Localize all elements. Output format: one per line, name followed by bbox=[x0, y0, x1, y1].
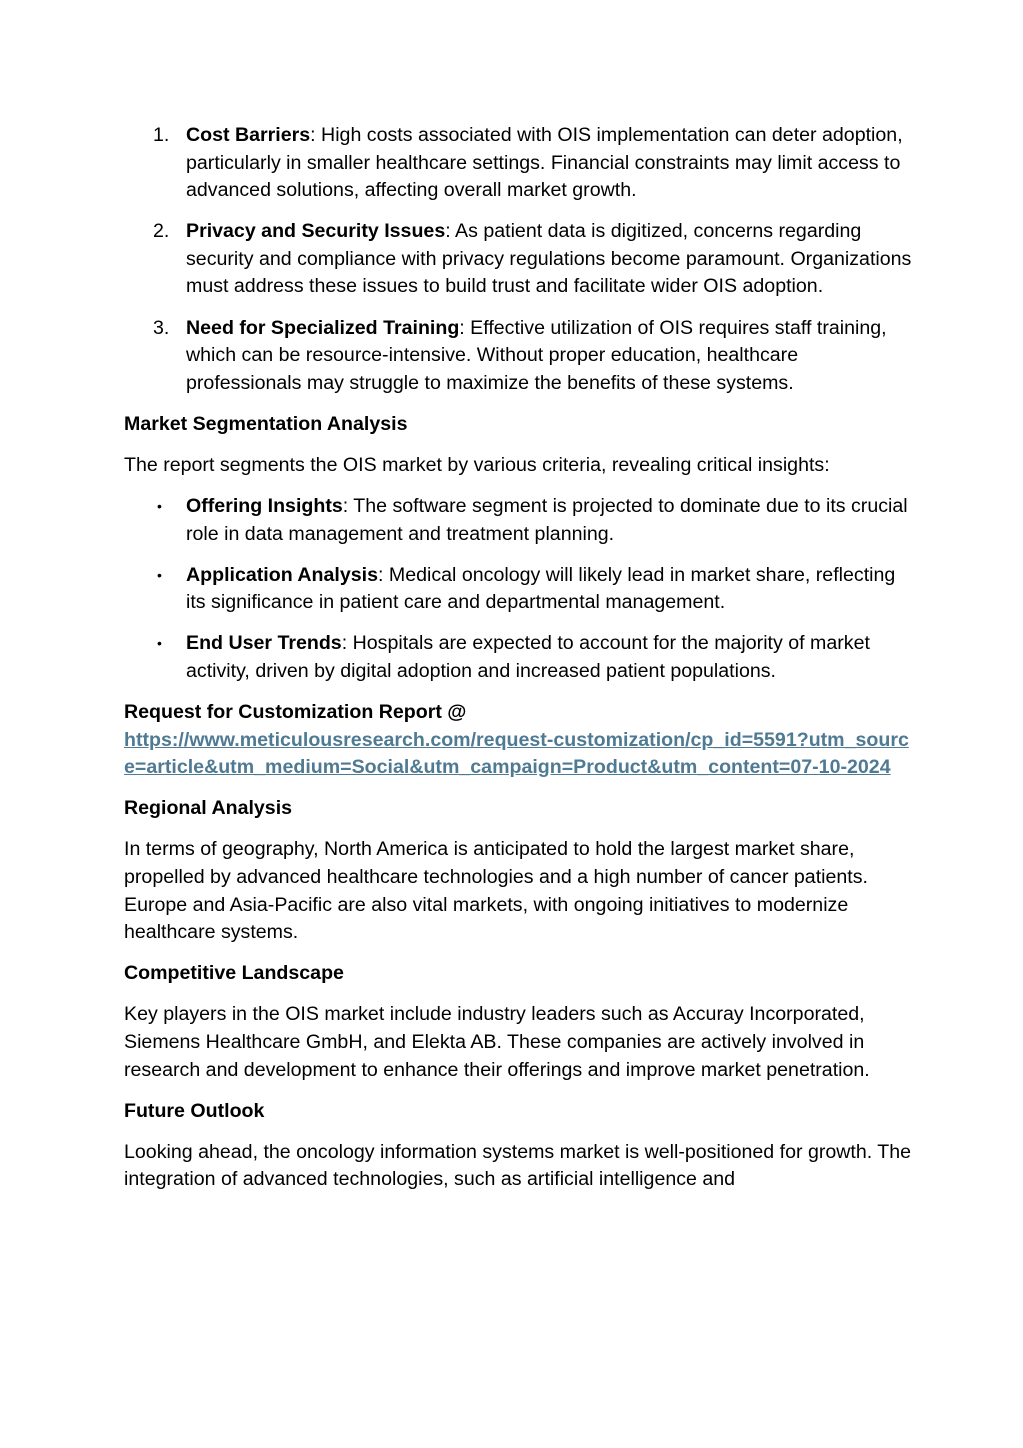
list-number: 1. bbox=[153, 124, 170, 146]
item-text: : Medical oncology will likely lead in market share, reflecting its significance in patient care and departmental management. bbox=[186, 563, 896, 614]
competitive-text: Key players in the OIS market include industry leaders such as Accuray Incorporated, Siemens Healthcare GmbH, and Elekta AB. These companies are actively involved in research and development to enhance their offerings and improve market penetration. bbox=[124, 1003, 870, 1081]
list-number: 2. bbox=[153, 220, 170, 243]
list-item bbox=[124, 218, 914, 301]
bullet-icon: • bbox=[157, 566, 162, 583]
outlook-heading: Future Outlook bbox=[124, 1099, 265, 1122]
item-text: : Hospitals are expected to account for the majority of market activity, driven by digital adoption and increased patient populations. bbox=[186, 632, 870, 682]
regional-heading: Regional Analysis bbox=[124, 797, 293, 820]
segmentation-intro: The report segments the OIS market by various criteria, revealing critical insights: bbox=[124, 453, 830, 476]
segmentation-heading: Market Segmentation Analysis bbox=[124, 412, 408, 435]
list-item bbox=[124, 315, 914, 398]
item-title: Need for Specialized Training bbox=[186, 316, 460, 339]
segmentation-list bbox=[124, 493, 914, 686]
customization-paragraph bbox=[124, 699, 914, 782]
customization-label: Request for Customization Report @ bbox=[124, 701, 467, 724]
item-title: End User Trends bbox=[186, 632, 342, 655]
item-text: : As patient data is digitized, concerns regarding security and compliance with privacy regulations become paramount. Organizations must address these issues to build trust and facilitate wider OIS adoption. bbox=[186, 220, 912, 298]
item-title: Application Analysis bbox=[186, 563, 378, 586]
item-text: : The software segment is projected to dominate due to its crucial role in data management and treatment planning. bbox=[186, 495, 908, 545]
list-item bbox=[124, 630, 914, 685]
item-text: : High costs associated with OIS implementation can deter adoption, particularly in smaller healthcare settings. Financial constraints may limit access to advanced solutions, affecting overall market growth. bbox=[186, 124, 903, 202]
item-text: : Effective utilization of OIS requires staff training, which can be resource-intensive. Without proper education, healthcare professionals may struggle to maximize the benefits of these systems. bbox=[186, 316, 887, 394]
list-item bbox=[124, 122, 914, 205]
customization-link[interactable]: https://www.meticulousresearch.com/request-customization/cp_id=5591?utm_source=article&utm_medium=Social&utm_campaign=Product&utm_content=07-10-2024 bbox=[124, 728, 909, 779]
list-item bbox=[124, 562, 914, 617]
list-number: 3. bbox=[153, 316, 170, 339]
item-title: Offering Insights bbox=[186, 495, 343, 518]
document-page bbox=[124, 122, 914, 1208]
competitive-heading: Competitive Landscape bbox=[124, 962, 344, 985]
bullet-icon: • bbox=[157, 635, 162, 652]
bullet-icon: • bbox=[157, 498, 162, 515]
outlook-text: Looking ahead, the oncology information systems market is well-positioned for growth. The integration of advanced technologies, such as artificial intelligence and bbox=[124, 1140, 912, 1191]
regional-text: In terms of geography, North America is anticipated to hold the largest market share, propelled by advanced healthcare technologies and a high number of cancer patients. Europe and Asia-Pacific are also vital markets, with ongoing initiatives to modernize healthcare systems. bbox=[124, 838, 868, 944]
item-title: Cost Barriers bbox=[186, 124, 311, 146]
list-item bbox=[124, 493, 914, 548]
challenges-list bbox=[124, 122, 914, 397]
item-title: Privacy and Security Issues bbox=[186, 220, 446, 243]
